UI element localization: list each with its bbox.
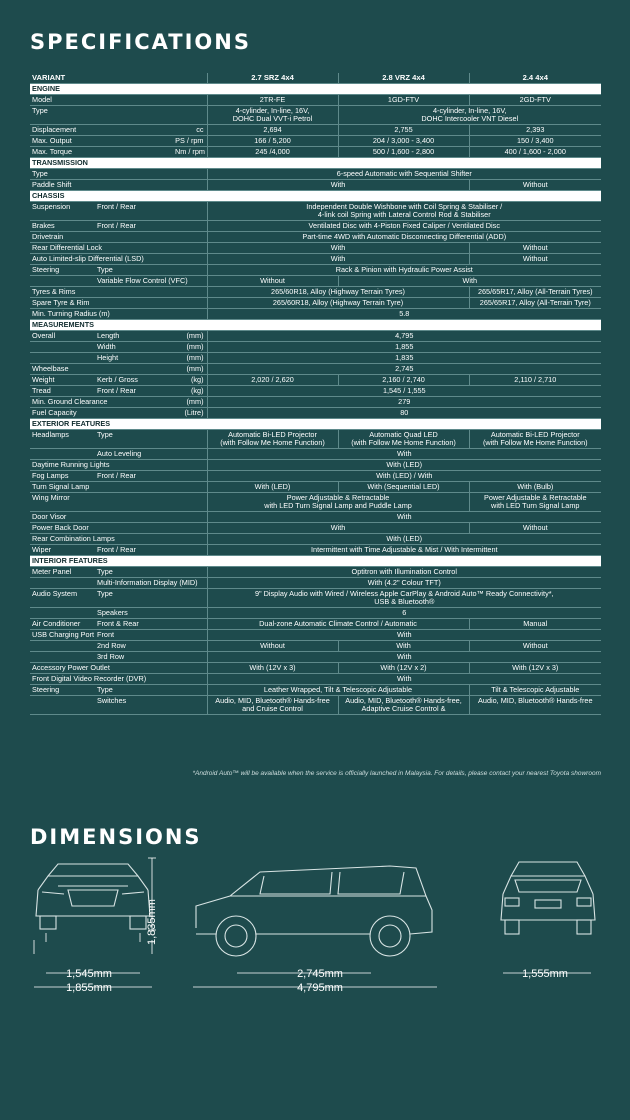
- spec-value: 2,160 / 2,740: [338, 375, 469, 386]
- spec-label: Rear Combination Lamps: [30, 534, 173, 545]
- spec-value: With: [338, 641, 469, 652]
- spec-sublabel: Front / Rear: [95, 386, 173, 397]
- spec-sublabel: Front / Rear: [95, 202, 173, 221]
- section-title: MEASUREMENTS: [30, 320, 601, 331]
- spec-label: Type: [30, 106, 173, 125]
- spec-label: Tyres & Rims: [30, 287, 173, 298]
- spec-sublabel: Type: [95, 589, 173, 608]
- spec-unit: (mm): [173, 353, 207, 364]
- spec-label: Wiper: [30, 545, 95, 556]
- spec-value: Manual: [469, 619, 601, 630]
- spec-value: Rack & Pinion with Hydraulic Power Assist: [207, 265, 601, 276]
- spec-label: Turn Signal Lamp: [30, 482, 173, 493]
- spec-value: With: [207, 523, 469, 534]
- spec-label: Audio System: [30, 589, 95, 608]
- spec-value: With: [207, 180, 469, 191]
- spec-value: Tilt & Telescopic Adjustable: [469, 685, 601, 696]
- spec-label: Paddle Shift: [30, 180, 173, 191]
- spec-value: Without: [469, 243, 601, 254]
- spec-value: 204 / 3,000 - 3,400: [338, 136, 469, 147]
- spec-value: Without: [469, 254, 601, 265]
- section-title: TRANSMISSION: [30, 158, 601, 169]
- spec-value: 6-speed Automatic with Sequential Shifter: [207, 169, 601, 180]
- spec-label: Overall: [30, 331, 95, 342]
- spec-value: Intermittent with Time Adjustable & Mist / With Intermittent: [207, 545, 601, 556]
- variant-name: 2.8 VRZ 4x4: [338, 73, 469, 84]
- spec-label: Brakes: [30, 221, 95, 232]
- spec-label: Weight: [30, 375, 95, 386]
- spec-value: 2,694: [207, 125, 338, 136]
- spec-unit: Nm / rpm: [173, 147, 207, 158]
- spec-value: 265/60R18, Alloy (Highway Terrain Tyre): [207, 298, 469, 309]
- spec-sublabel: Variable Flow Control (VFC): [97, 276, 188, 285]
- spec-value: With (Sequential LED): [338, 482, 469, 493]
- spec-label: Model: [30, 95, 173, 106]
- spec-value: 1GD-FTV: [338, 95, 469, 106]
- spec-label: Door Visor: [30, 512, 173, 523]
- spec-sublabel: Front / Rear: [95, 545, 173, 556]
- spec-sublabel: 3rd Row: [95, 652, 173, 663]
- side-view-diagram: [190, 858, 440, 968]
- spec-value: With: [207, 652, 601, 663]
- spec-label: Fuel Capacity: [30, 408, 173, 419]
- spec-label: Wing Mirror: [30, 493, 173, 512]
- spec-sublabel: Length: [95, 331, 173, 342]
- spec-sublabel: Front & Rear: [95, 619, 173, 630]
- spec-sublabel: Front: [95, 630, 173, 641]
- spec-unit: cc: [173, 125, 207, 136]
- section-title: CHASSIS: [30, 191, 601, 202]
- spec-value: Automatic Bi-LED Projector (with Follow Me Home Function): [207, 430, 338, 449]
- footnote: *Android Auto™ will be available when the service is officially launched in Malaysia. For details, please contact your nearest Toyota showroom: [192, 770, 601, 777]
- spec-value: Ventilated Disc with 4-Piston Fixed Caliper / Ventilated Disc: [207, 221, 601, 232]
- spec-value: 2,110 / 2,710: [469, 375, 601, 386]
- car-rear-icon: [501, 862, 595, 934]
- spec-sublabel: 2nd Row: [95, 641, 173, 652]
- spec-label: Fog Lamps: [30, 471, 95, 482]
- variant-name: 2.7 SRZ 4x4: [207, 73, 338, 84]
- spec-label: Air Conditioner: [30, 619, 95, 630]
- spec-value: With (LED): [207, 534, 601, 545]
- spec-label: USB Charging Port: [32, 630, 95, 639]
- car-side-icon: [196, 866, 432, 956]
- rear-tread-label: 1,555mm: [522, 968, 568, 980]
- spec-unit: (kg): [173, 375, 207, 386]
- spec-label: Drivetrain: [30, 232, 173, 243]
- overall-width-label: 1,855mm: [66, 982, 112, 994]
- spec-value: With: [207, 243, 469, 254]
- spec-value: With (4.2" Colour TFT): [207, 578, 601, 589]
- spec-value: With (Bulb): [469, 482, 601, 493]
- spec-label: Daytime Running Lights: [30, 460, 173, 471]
- spec-value: With (12V x 3): [469, 663, 601, 674]
- spec-value: 4-cylinder, In-line, 16V, DOHC Intercooler VNT Diesel: [338, 106, 601, 125]
- spec-value: Power Adjustable & Retractable with LED Turn Signal Lamp and Puddle Lamp: [207, 493, 469, 512]
- spec-value: Automatic Quad LED (with Follow Me Home Function): [338, 430, 469, 449]
- overall-height-label: 1,835mm: [146, 899, 158, 945]
- spec-sublabel: Auto Leveling: [95, 449, 173, 460]
- spec-value: 1,545 / 1,555: [207, 386, 601, 397]
- spec-value: 245 /4,000: [207, 147, 338, 158]
- spec-value: 265/65R17, Alloy (All-Terrain Tyres): [469, 287, 601, 298]
- spec-value: Leather Wrapped, Tilt & Telescopic Adjustable: [207, 685, 469, 696]
- spec-unit: (mm): [173, 397, 207, 408]
- spec-value: 4,795: [207, 331, 601, 342]
- spec-unit: (Litre): [173, 408, 207, 419]
- spec-value: 2,393: [469, 125, 601, 136]
- spec-unit: PS / rpm: [173, 136, 207, 147]
- spec-sublabel: Type: [95, 265, 173, 276]
- spec-label: Min. Turning Radius (m): [30, 309, 173, 320]
- spec-sublabel: Speakers: [95, 608, 173, 619]
- spec-unit: (kg): [173, 386, 207, 397]
- spec-value: With: [207, 630, 601, 641]
- overall-length-label: 4,795mm: [297, 982, 343, 994]
- spec-value: With: [207, 512, 601, 523]
- spec-value: Optitron with Illumination Control: [207, 567, 601, 578]
- section-title: ENGINE: [30, 84, 601, 95]
- spec-sublabel: Front / Rear: [95, 221, 173, 232]
- spec-label: Power Back Door: [30, 523, 173, 534]
- spec-label: Wheelbase: [30, 364, 173, 375]
- spec-label: Max. Output: [30, 136, 173, 147]
- spec-label: Front Digital Video Recorder (DVR): [30, 674, 173, 685]
- spec-label: Accessory Power Outlet: [30, 663, 173, 674]
- spec-label: Displacement: [30, 125, 173, 136]
- spec-sublabel: Type: [95, 685, 173, 696]
- spec-label: Tread: [30, 386, 95, 397]
- spec-label: Spare Tyre & Rim: [30, 298, 173, 309]
- spec-value: With (LED): [207, 460, 601, 471]
- spec-value: With (12V x 2): [338, 663, 469, 674]
- spec-value: With (LED) / With: [207, 471, 601, 482]
- rear-view-diagram: [493, 858, 603, 958]
- spec-label: Steering: [30, 265, 95, 276]
- spec-sublabel: Switches: [95, 696, 173, 715]
- spec-sublabel: Type: [95, 430, 173, 449]
- spec-label: Rear Differential Lock: [30, 243, 173, 254]
- spec-unit: (mm): [173, 331, 207, 342]
- spec-sublabel: Type: [95, 567, 173, 578]
- spec-value: With (12V x 3): [207, 663, 338, 674]
- spec-value: Without: [469, 523, 601, 534]
- spec-value: 166 / 5,200: [207, 136, 338, 147]
- spec-value: With: [207, 449, 601, 460]
- spec-label: Min. Ground Clearance: [30, 397, 173, 408]
- spec-value: With: [338, 276, 601, 287]
- spec-value: Automatic Bi-LED Projector (with Follow Me Home Function): [469, 430, 601, 449]
- spec-label: Steering: [30, 685, 95, 696]
- spec-label: Type: [30, 169, 173, 180]
- page-title: SPECIFICATIONS: [30, 30, 251, 54]
- spec-value: Without: [207, 276, 338, 287]
- spec-label: Max. Torque: [30, 147, 173, 158]
- spec-label: Suspension: [30, 202, 95, 221]
- spec-value: 1,835: [207, 353, 601, 364]
- spec-sublabel: Width: [95, 342, 173, 353]
- spec-value: 400 / 1,600 - 2,000: [469, 147, 601, 158]
- variant-label: VARIANT: [30, 73, 207, 84]
- spec-value: With: [207, 254, 469, 265]
- spec-value: Audio, MID, Bluetooth® Hands-free: [469, 696, 601, 715]
- spec-value: With (LED): [207, 482, 338, 493]
- spec-value: 2,020 / 2,620: [207, 375, 338, 386]
- spec-value: 150 / 3,400: [469, 136, 601, 147]
- spec-value: 4-cylinder, In-line, 16V, DOHC Dual VVT-i Petrol: [207, 106, 338, 125]
- spec-value: Without: [469, 641, 601, 652]
- section-title: EXTERIOR FEATURES: [30, 419, 601, 430]
- spec-value: 2,745: [207, 364, 601, 375]
- wheelbase-label: 2,745mm: [297, 968, 343, 980]
- spec-sublabel: Kerb / Gross: [95, 375, 173, 386]
- spec-value: Audio, MID, Bluetooth® Hands-free and Cruise Control: [207, 696, 338, 715]
- spec-value: Dual-zone Automatic Climate Control / Automatic: [207, 619, 469, 630]
- spec-value: Independent Double Wishbone with Coil Spring & Stabiliser / 4-link coil Spring with Lateral Control Rod & Stabiliser: [207, 202, 601, 221]
- spec-sublabel: Multi-Information Display (MID): [97, 578, 198, 587]
- spec-sublabel: Height: [95, 353, 173, 364]
- spec-value: Without: [469, 180, 601, 191]
- spec-label: Auto Limited-slip Differential (LSD): [30, 254, 173, 265]
- spec-value: 9" Display Audio with Wired / Wireless Apple CarPlay & Android Auto™ Ready Connectivity*, USB & Bluetooth®: [207, 589, 601, 608]
- spec-value: 2TR-FE: [207, 95, 338, 106]
- section-title: INTERIOR FEATURES: [30, 556, 601, 567]
- spec-value: With: [207, 674, 601, 685]
- front-tread-label: 1,545mm: [66, 968, 112, 980]
- variant-name: 2.4 4x4: [469, 73, 601, 84]
- spec-label: Headlamps: [30, 430, 95, 449]
- spec-value: Without: [207, 641, 338, 652]
- spec-unit: (mm): [173, 342, 207, 353]
- spec-value: 265/65R17, Alloy (All-Terrain Tyre): [469, 298, 601, 309]
- spec-value: Part-time 4WD with Automatic Disconnecting Differential (ADD): [207, 232, 601, 243]
- spec-value: 500 / 1,600 - 2,800: [338, 147, 469, 158]
- spec-value: Power Adjustable & Retractable with LED Turn Signal Lamp: [469, 493, 601, 512]
- spec-value: 80: [207, 408, 601, 419]
- spec-value: 2GD-FTV: [469, 95, 601, 106]
- spec-unit: (mm): [173, 364, 207, 375]
- spec-label: Meter Panel: [30, 567, 95, 578]
- dimensions-title: DIMENSIONS: [30, 825, 202, 849]
- spec-value: 279: [207, 397, 601, 408]
- spec-value: 2,755: [338, 125, 469, 136]
- spec-value: 5.8: [207, 309, 601, 320]
- spec-sublabel: Front / Rear: [95, 471, 173, 482]
- spec-value: 1,855: [207, 342, 601, 353]
- spec-value: Audio, MID, Bluetooth® Hands-free, Adaptive Cruise Control &: [338, 696, 469, 715]
- spec-value: 265/60R18, Alloy (Highway Terrain Tyres): [207, 287, 469, 298]
- spec-value: 6: [207, 608, 601, 619]
